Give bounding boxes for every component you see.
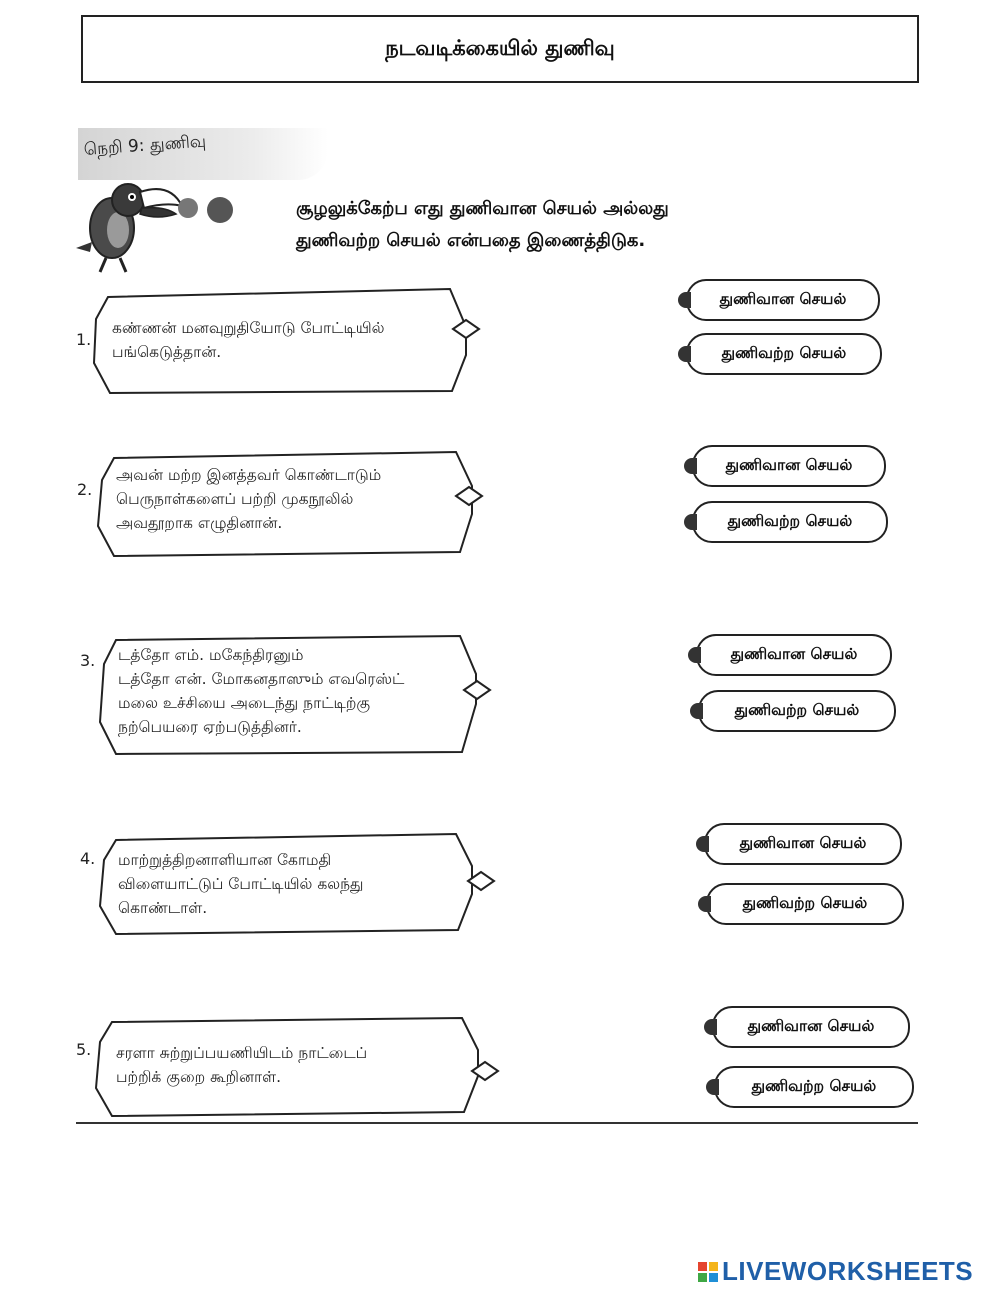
option-not-brave[interactable] <box>714 1066 914 1108</box>
option-brave[interactable] <box>704 823 902 865</box>
connector-knob <box>704 1019 717 1035</box>
question-line: அவதூறாக எழுதினான். <box>116 514 283 532</box>
option-label: துணிவான செயல் <box>730 645 858 663</box>
option-brave[interactable] <box>692 445 886 487</box>
connector-knob <box>678 292 691 308</box>
question-number: 4. <box>80 849 96 868</box>
question-line: பற்றிக் குறை கூறினாள். <box>116 1068 282 1086</box>
question-line: டத்தோ என். மோகனதாஸும் எவரெஸ்ட் <box>118 670 405 688</box>
question-line: மலை உச்சியை அடைந்து நாட்டிற்கு <box>118 694 371 712</box>
option-not-brave[interactable] <box>692 501 888 543</box>
question-number: 3. <box>80 651 96 670</box>
option-brave[interactable] <box>686 279 880 321</box>
instruction-line-2: துணிவற்ற செயல் என்பதை இணைத்திடுக. <box>296 230 646 251</box>
question-line: கண்ணன் மனவுறுதியோடு போட்டியில் <box>112 319 385 337</box>
option-label: துணிவான செயல் <box>747 1017 875 1035</box>
instruction-line-1: சூழலுக்கேற்ப எது துணிவான செயல் அல்லது <box>296 198 669 219</box>
option-label: துணிவற்ற செயல் <box>721 344 847 362</box>
option-not-brave[interactable] <box>698 690 896 732</box>
question-line: டத்தோ எம். மகேந்திரனும் <box>118 646 304 664</box>
liveworksheets-logo <box>698 1256 973 1287</box>
option-brave[interactable] <box>712 1006 910 1048</box>
option-brave[interactable] <box>696 634 892 676</box>
connector-knob <box>684 458 697 474</box>
question-text <box>118 848 364 920</box>
question-line: பெருநாள்களைப் பற்றி முகநூலில் <box>116 490 354 508</box>
question-line: மாற்றுத்திறனாளியான கோமதி <box>118 851 332 869</box>
question-line: அவன் மற்ற இனத்தவர் கொண்டாடும் <box>116 466 382 484</box>
question-line: நற்பெயரை ஏற்படுத்தினர். <box>118 718 302 736</box>
question-text <box>116 463 381 535</box>
toucan-icon <box>70 172 250 277</box>
worksheet-title: நடவடிக்கையில் துணிவு <box>81 15 919 83</box>
option-label: துணிவற்ற செயல் <box>727 512 853 530</box>
question-line: கொண்டாள். <box>118 899 208 917</box>
question-text <box>118 643 404 739</box>
connector-knob <box>678 346 691 362</box>
question-line: விளையாட்டுப் போட்டியில் கலந்து <box>118 875 364 893</box>
option-not-brave[interactable] <box>686 333 882 375</box>
connector-knob <box>698 896 711 912</box>
connector-knob <box>684 514 697 530</box>
instruction-text <box>296 193 816 257</box>
option-label: துணிவான செயல் <box>739 834 867 852</box>
option-label: துணிவான செயல் <box>719 290 847 308</box>
connector-knob <box>690 703 703 719</box>
value-tag-label: நெறி 9: துணிவு <box>83 131 207 160</box>
question-text <box>112 316 385 364</box>
liveworksheets-mark-icon <box>698 1262 718 1282</box>
question-line: சரளா சுற்றுப்பயணியிடம் நாட்டைப் <box>116 1044 368 1062</box>
question-number: 5. <box>76 1040 92 1059</box>
question-line: பங்கெடுத்தான். <box>112 343 222 361</box>
question-number: 2. <box>77 480 93 499</box>
option-label: துணிவான செயல் <box>725 456 853 474</box>
bottom-divider <box>76 1122 918 1124</box>
connector-knob <box>688 647 701 663</box>
option-label: துணிவற்ற செயல் <box>734 701 860 719</box>
logo-text: LIVEWORKSHEETS <box>722 1256 974 1286</box>
connector-knob <box>696 836 709 852</box>
connector-knob <box>706 1079 719 1095</box>
option-label: துணிவற்ற செயல் <box>751 1077 877 1095</box>
question-text <box>116 1041 367 1089</box>
option-not-brave[interactable] <box>706 883 904 925</box>
question-number: 1. <box>76 330 92 349</box>
option-label: துணிவற்ற செயல் <box>742 894 868 912</box>
